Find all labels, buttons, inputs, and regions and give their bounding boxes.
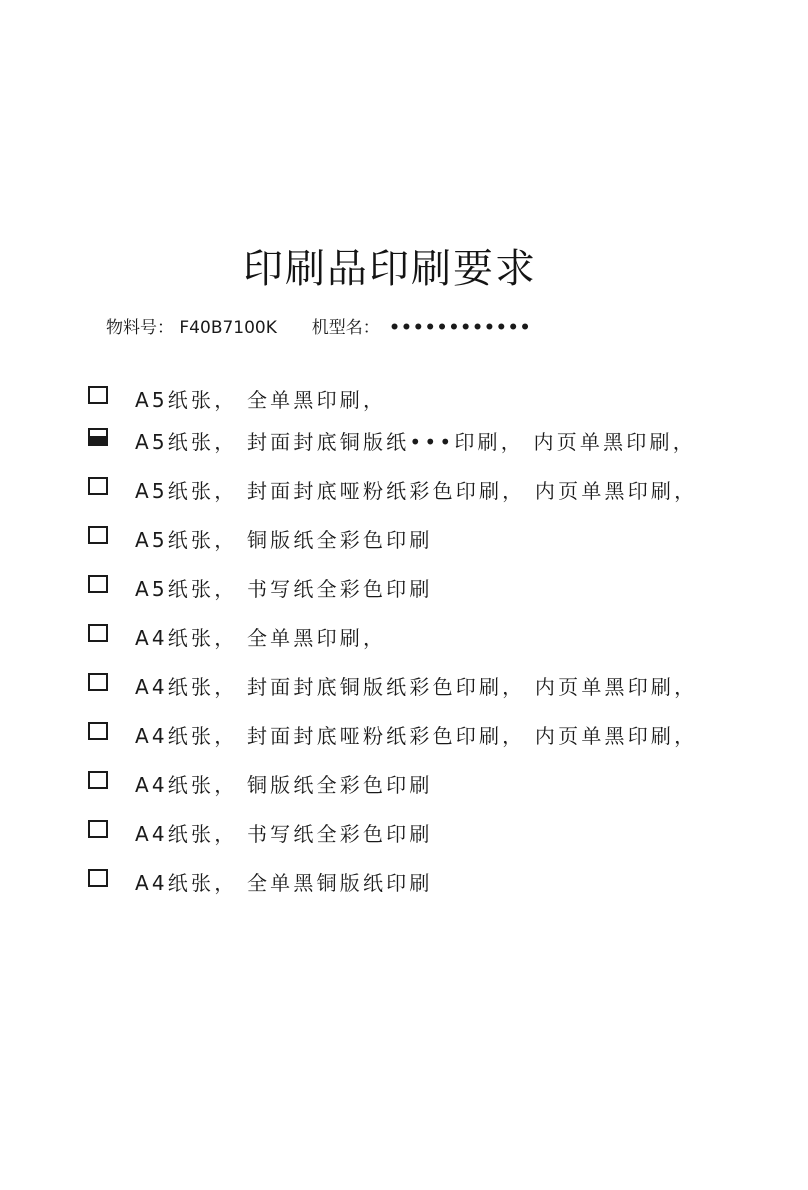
material-number-value: F40B7100K bbox=[179, 318, 277, 338]
print-option[interactable] bbox=[88, 569, 788, 599]
print-option[interactable] bbox=[88, 716, 788, 746]
print-option[interactable] bbox=[88, 667, 788, 697]
option-label: A5纸张， 封面封底铜版纸•••印刷， 内页单黑印刷， bbox=[135, 430, 696, 454]
print-option[interactable] bbox=[88, 765, 788, 795]
option-label: A4纸张， 全单黑铜版纸印刷 bbox=[135, 871, 433, 895]
print-option[interactable] bbox=[88, 520, 788, 550]
option-checkbox[interactable] bbox=[88, 526, 108, 544]
option-checkbox[interactable] bbox=[88, 722, 108, 740]
material-number-label: 物料号： bbox=[106, 318, 174, 338]
option-checkbox[interactable] bbox=[88, 673, 108, 691]
print-option[interactable] bbox=[88, 814, 788, 844]
model-name-label: 机型名： bbox=[311, 318, 380, 338]
option-checkbox[interactable] bbox=[88, 869, 108, 887]
option-checkbox[interactable] bbox=[88, 428, 108, 446]
option-label: A4纸张， 全单黑印刷， bbox=[135, 626, 387, 650]
model-name-value: •••••••••••• bbox=[389, 318, 532, 338]
option-checkbox[interactable] bbox=[88, 477, 108, 495]
option-label: A5纸张， 书写纸全彩色印刷 bbox=[135, 577, 433, 601]
option-label: A5纸张， 封面封底哑粉纸彩色印刷， 内页单黑印刷， bbox=[135, 479, 698, 503]
option-label: A5纸张， 全单黑印刷， bbox=[135, 388, 387, 412]
document-meta bbox=[106, 313, 532, 338]
option-label: A5纸张， 铜版纸全彩色印刷 bbox=[135, 528, 433, 552]
option-label: A4纸张， 书写纸全彩色印刷 bbox=[135, 822, 433, 846]
print-option[interactable] bbox=[88, 422, 788, 452]
option-checkbox[interactable] bbox=[88, 771, 108, 789]
print-option[interactable] bbox=[88, 471, 788, 501]
option-checkbox[interactable] bbox=[88, 624, 108, 642]
option-checkbox[interactable] bbox=[88, 386, 108, 404]
option-label: A4纸张， 封面封底哑粉纸彩色印刷， 内页单黑印刷， bbox=[135, 724, 698, 748]
print-option[interactable] bbox=[88, 618, 788, 648]
print-option[interactable] bbox=[88, 380, 788, 410]
print-option[interactable] bbox=[88, 863, 788, 893]
option-label: A4纸张， 封面封底铜版纸彩色印刷， 内页单黑印刷， bbox=[135, 675, 698, 699]
option-checkbox[interactable] bbox=[88, 820, 108, 838]
option-label: A4纸张， 铜版纸全彩色印刷 bbox=[135, 773, 433, 797]
option-checkbox[interactable] bbox=[88, 575, 108, 593]
page-title: 印刷品印刷要求 bbox=[243, 245, 537, 292]
